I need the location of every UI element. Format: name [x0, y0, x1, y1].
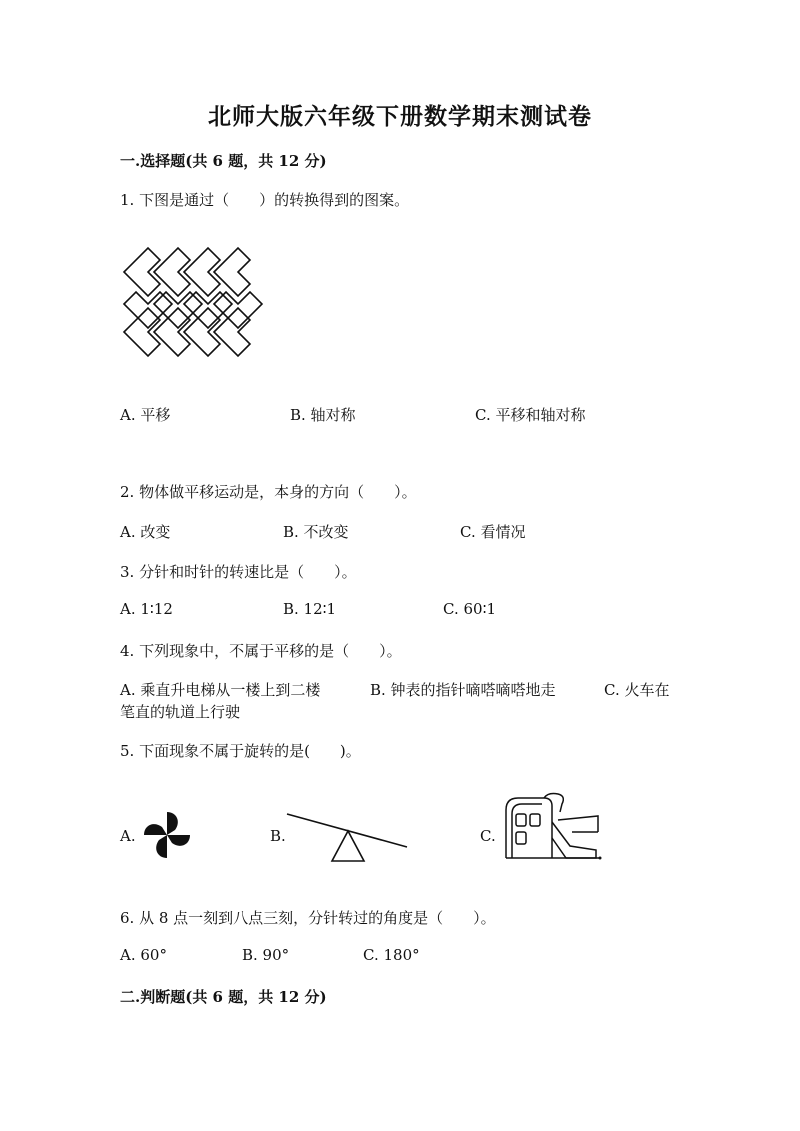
page-title: 北师大版六年级下册数学期末测试卷: [208, 103, 592, 130]
q5-option-c-label[interactable]: C.: [480, 827, 496, 845]
q1-option-c[interactable]: C. 平移和轴对称: [475, 406, 586, 424]
q1-option-b[interactable]: B. 轴对称: [290, 406, 356, 424]
slide-icon: [500, 792, 605, 864]
q3-option-a[interactable]: A. 1∶12: [120, 600, 173, 618]
q3-option-c[interactable]: C. 60∶1: [443, 600, 497, 618]
question-5-text: 5. 下面现象不属于旋转的是( )。: [120, 742, 361, 760]
pinwheel-icon: [137, 808, 197, 863]
zigzag-pattern-figure: [118, 240, 268, 365]
section-heading-choice: 一.选择题(共 6 题，共 12 分): [120, 152, 327, 170]
q4-option-c[interactable]: C. 火车在: [604, 681, 670, 699]
q2-option-c[interactable]: C. 看情况: [460, 523, 526, 541]
q2-option-b[interactable]: B. 不改变: [283, 523, 349, 541]
section-heading-judgment: 二.判断题(共 6 题，共 12 分): [120, 988, 327, 1006]
q3-option-b[interactable]: B. 12∶1: [283, 600, 337, 618]
q2-option-a[interactable]: A. 改变: [120, 523, 171, 541]
q6-option-b[interactable]: B. 90°: [242, 946, 290, 964]
question-2-text: 2. 物体做平移运动是，本身的方向（ ）。: [120, 483, 417, 501]
question-1-text: 1. 下图是通过（ ）的转换得到的图案。: [120, 191, 410, 209]
q5-option-a-label[interactable]: A.: [120, 827, 136, 845]
question-4-text: 4. 下列现象中，不属于平移的是（ ）。: [120, 642, 402, 660]
seesaw-icon: [285, 810, 410, 865]
q6-option-a[interactable]: A. 60°: [120, 946, 167, 964]
q1-option-a[interactable]: A. 平移: [120, 406, 171, 424]
question-6-text: 6. 从 8 点一刻到八点三刻，分针转过的角度是（ ）。: [120, 909, 496, 927]
q5-option-b-label[interactable]: B.: [270, 827, 286, 845]
q4-option-b[interactable]: B. 钟表的指针嘀嗒嘀嗒地走: [370, 681, 556, 699]
q4-option-a[interactable]: A. 乘直升电梯从一楼上到二楼: [120, 681, 321, 699]
q6-option-c[interactable]: C. 180°: [363, 946, 420, 964]
question-3-text: 3. 分针和时针的转速比是（ ）。: [120, 563, 357, 581]
q4-option-c-continued: 笔直的轨道上行驶: [120, 703, 241, 721]
